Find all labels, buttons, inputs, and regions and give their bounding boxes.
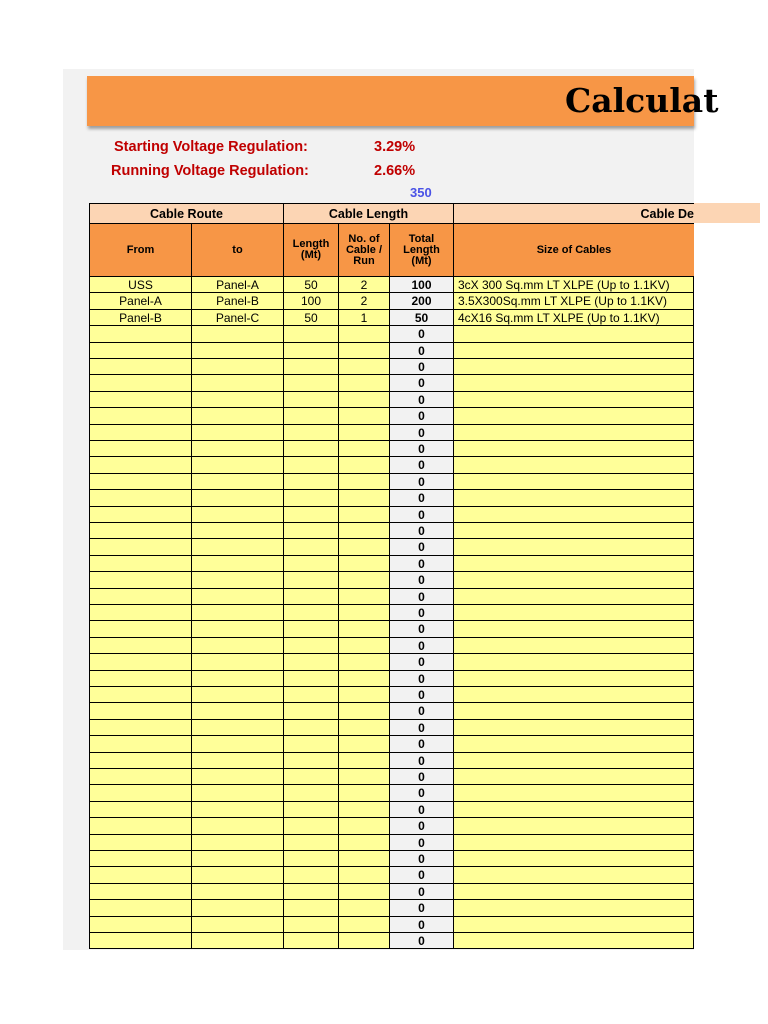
- cell-size[interactable]: [454, 671, 694, 687]
- cell-total-length[interactable]: 0: [390, 589, 454, 605]
- cell-to[interactable]: [192, 589, 284, 605]
- cell-from[interactable]: [89, 375, 192, 392]
- cell-length[interactable]: [284, 736, 339, 753]
- cell-total-length[interactable]: 0: [390, 933, 454, 949]
- cell-length[interactable]: [284, 441, 339, 457]
- cell-from[interactable]: [89, 884, 192, 900]
- cell-runs[interactable]: [339, 359, 390, 375]
- cell-total-length[interactable]: 200: [390, 293, 454, 310]
- cell-length[interactable]: 100: [284, 293, 339, 310]
- cell-length[interactable]: [284, 867, 339, 884]
- cell-size[interactable]: [454, 539, 694, 556]
- cell-size[interactable]: [454, 720, 694, 736]
- cell-from[interactable]: [89, 441, 192, 457]
- cell-total-length[interactable]: 0: [390, 753, 454, 769]
- cell-to[interactable]: [192, 785, 284, 802]
- cell-runs[interactable]: [339, 736, 390, 753]
- cell-total-length[interactable]: 100: [390, 277, 454, 293]
- cell-length[interactable]: [284, 343, 339, 359]
- cell-from[interactable]: [89, 835, 192, 851]
- cell-length[interactable]: [284, 933, 339, 949]
- cell-runs[interactable]: [339, 490, 390, 507]
- cell-total-length[interactable]: 0: [390, 326, 454, 343]
- cell-from[interactable]: [89, 851, 192, 867]
- cell-length[interactable]: [284, 359, 339, 375]
- cell-runs[interactable]: [339, 769, 390, 785]
- cell-length[interactable]: [284, 572, 339, 589]
- cell-size[interactable]: [454, 605, 694, 621]
- cell-from[interactable]: [89, 736, 192, 753]
- header-size-of-cables[interactable]: Size of Cables: [454, 224, 694, 277]
- cell-total-length[interactable]: 0: [390, 375, 454, 392]
- cell-from[interactable]: [89, 359, 192, 375]
- cell-runs[interactable]: [339, 326, 390, 343]
- header-runs[interactable]: No. of Cable / Run: [339, 224, 390, 277]
- cell-total-length[interactable]: 0: [390, 720, 454, 736]
- cell-total-length[interactable]: 0: [390, 425, 454, 441]
- cell-total-length[interactable]: 0: [390, 818, 454, 835]
- group-cable-route[interactable]: Cable Route: [89, 203, 284, 224]
- cell-to[interactable]: [192, 326, 284, 343]
- cell-to[interactable]: [192, 507, 284, 523]
- cell-runs[interactable]: [339, 457, 390, 474]
- cell-from[interactable]: [89, 917, 192, 933]
- cell-runs[interactable]: [339, 638, 390, 654]
- cell-runs[interactable]: [339, 507, 390, 523]
- cell-from[interactable]: [89, 703, 192, 720]
- cell-size[interactable]: 3.5X300Sq.mm LT XLPE (Up to 1.1KV): [454, 293, 694, 310]
- cell-length[interactable]: [284, 654, 339, 671]
- cell-size[interactable]: [454, 589, 694, 605]
- cell-runs[interactable]: [339, 375, 390, 392]
- cell-runs[interactable]: [339, 933, 390, 949]
- cell-total-length[interactable]: 0: [390, 736, 454, 753]
- cell-to[interactable]: [192, 867, 284, 884]
- cell-from[interactable]: [89, 343, 192, 359]
- cell-to[interactable]: [192, 375, 284, 392]
- cell-size[interactable]: [454, 818, 694, 835]
- cell-from[interactable]: [89, 638, 192, 654]
- cell-length[interactable]: [284, 900, 339, 917]
- cell-to[interactable]: [192, 900, 284, 917]
- cell-length[interactable]: [284, 884, 339, 900]
- cell-total-length[interactable]: 0: [390, 900, 454, 917]
- cell-runs[interactable]: [339, 441, 390, 457]
- cell-runs[interactable]: 2: [339, 293, 390, 310]
- cell-from[interactable]: Panel-B: [89, 310, 192, 326]
- starting-regulation-value[interactable]: 3.29%: [374, 139, 416, 155]
- cell-from[interactable]: [89, 867, 192, 884]
- cell-size[interactable]: [454, 326, 694, 343]
- cell-to[interactable]: [192, 359, 284, 375]
- cell-size[interactable]: [454, 835, 694, 851]
- cell-runs[interactable]: [339, 753, 390, 769]
- cell-total-length[interactable]: 0: [390, 851, 454, 867]
- cell-to[interactable]: [192, 917, 284, 933]
- cell-total-length[interactable]: 50: [390, 310, 454, 326]
- cell-length[interactable]: [284, 621, 339, 638]
- cell-runs[interactable]: [339, 720, 390, 736]
- cell-size[interactable]: [454, 769, 694, 785]
- cell-from[interactable]: [89, 539, 192, 556]
- cell-total-length[interactable]: 0: [390, 359, 454, 375]
- cell-size[interactable]: [454, 867, 694, 884]
- cell-to[interactable]: [192, 572, 284, 589]
- cell-total-length[interactable]: 0: [390, 605, 454, 621]
- cell-length[interactable]: [284, 605, 339, 621]
- cell-runs[interactable]: [339, 343, 390, 359]
- cell-to[interactable]: [192, 621, 284, 638]
- cell-runs[interactable]: [339, 425, 390, 441]
- cell-total-length[interactable]: 0: [390, 490, 454, 507]
- cell-total-length[interactable]: 0: [390, 638, 454, 654]
- cell-runs[interactable]: 1: [339, 310, 390, 326]
- cell-runs[interactable]: [339, 654, 390, 671]
- cell-size[interactable]: [454, 933, 694, 949]
- cell-from[interactable]: [89, 408, 192, 425]
- cell-length[interactable]: [284, 917, 339, 933]
- cell-size[interactable]: [454, 917, 694, 933]
- cell-from[interactable]: [89, 671, 192, 687]
- cell-to[interactable]: [192, 457, 284, 474]
- cell-to[interactable]: [192, 441, 284, 457]
- cell-from[interactable]: [89, 457, 192, 474]
- cell-to[interactable]: [192, 835, 284, 851]
- cell-total-length[interactable]: 0: [390, 769, 454, 785]
- cell-runs[interactable]: [339, 474, 390, 490]
- cell-to[interactable]: [192, 638, 284, 654]
- cell-to[interactable]: [192, 343, 284, 359]
- cell-runs[interactable]: [339, 802, 390, 818]
- running-regulation-value[interactable]: 2.66%: [374, 163, 416, 179]
- cell-size[interactable]: [454, 474, 694, 490]
- cell-length[interactable]: [284, 802, 339, 818]
- cell-size[interactable]: [454, 392, 694, 408]
- cell-from[interactable]: [89, 392, 192, 408]
- cell-from[interactable]: [89, 769, 192, 785]
- cell-from[interactable]: [89, 556, 192, 572]
- cell-size[interactable]: [454, 425, 694, 441]
- starting-regulation-label: Starting Voltage Regulation:: [114, 139, 308, 155]
- cell-length[interactable]: [284, 818, 339, 835]
- cell-runs[interactable]: [339, 589, 390, 605]
- cell-length[interactable]: [284, 556, 339, 572]
- group-cable-details-overflow: [694, 203, 760, 223]
- cell-size[interactable]: [454, 490, 694, 507]
- cell-runs[interactable]: [339, 900, 390, 917]
- cell-length[interactable]: [284, 835, 339, 851]
- cell-size[interactable]: [454, 507, 694, 523]
- cell-total-length[interactable]: 0: [390, 474, 454, 490]
- cell-length[interactable]: [284, 753, 339, 769]
- cell-length[interactable]: [284, 392, 339, 408]
- cell-size[interactable]: [454, 753, 694, 769]
- cell-total-length[interactable]: 0: [390, 835, 454, 851]
- cell-from[interactable]: [89, 720, 192, 736]
- cell-total-length[interactable]: 0: [390, 621, 454, 638]
- cell-total-length[interactable]: 0: [390, 654, 454, 671]
- cell-to[interactable]: Panel-A: [192, 277, 284, 293]
- cell-total-length[interactable]: 0: [390, 917, 454, 933]
- cell-length[interactable]: [284, 523, 339, 539]
- cell-size[interactable]: [454, 687, 694, 703]
- cell-from[interactable]: [89, 326, 192, 343]
- cell-size[interactable]: [454, 572, 694, 589]
- cell-runs[interactable]: [339, 556, 390, 572]
- cell-size[interactable]: 4cX16 Sq.mm LT XLPE (Up to 1.1KV): [454, 310, 694, 326]
- cell-size[interactable]: [454, 375, 694, 392]
- cell-runs[interactable]: [339, 523, 390, 539]
- cell-from[interactable]: [89, 621, 192, 638]
- cell-to[interactable]: [192, 671, 284, 687]
- cell-runs[interactable]: [339, 605, 390, 621]
- cell-total-length[interactable]: 0: [390, 343, 454, 359]
- cell-size[interactable]: [454, 736, 694, 753]
- header-total-length[interactable]: Total Length (Mt): [390, 224, 454, 277]
- cell-length[interactable]: [284, 408, 339, 425]
- cell-to[interactable]: [192, 753, 284, 769]
- cell-size[interactable]: [454, 457, 694, 474]
- cell-from[interactable]: [89, 785, 192, 802]
- cell-size[interactable]: [454, 654, 694, 671]
- cell-from[interactable]: [89, 490, 192, 507]
- cell-runs[interactable]: [339, 703, 390, 720]
- cell-size[interactable]: [454, 556, 694, 572]
- cell-length[interactable]: [284, 851, 339, 867]
- cell-length[interactable]: [284, 589, 339, 605]
- cell-size[interactable]: [454, 703, 694, 720]
- cell-size[interactable]: [454, 900, 694, 917]
- cell-runs[interactable]: [339, 671, 390, 687]
- cell-from[interactable]: [89, 900, 192, 917]
- cell-to[interactable]: [192, 884, 284, 900]
- total-length-sum[interactable]: 350: [410, 185, 432, 200]
- cell-runs[interactable]: [339, 818, 390, 835]
- cell-from[interactable]: [89, 933, 192, 949]
- cell-length[interactable]: 50: [284, 310, 339, 326]
- cell-from[interactable]: [89, 474, 192, 490]
- cell-to[interactable]: [192, 736, 284, 753]
- cell-runs[interactable]: 2: [339, 277, 390, 293]
- cell-from[interactable]: [89, 687, 192, 703]
- cell-to[interactable]: [192, 802, 284, 818]
- cell-total-length[interactable]: 0: [390, 884, 454, 900]
- cell-from[interactable]: Panel-A: [89, 293, 192, 310]
- header-length[interactable]: Length (Mt): [284, 224, 339, 277]
- cell-total-length[interactable]: 0: [390, 523, 454, 539]
- cell-length[interactable]: [284, 474, 339, 490]
- cell-length[interactable]: [284, 785, 339, 802]
- cell-to[interactable]: [192, 769, 284, 785]
- cell-size[interactable]: [454, 851, 694, 867]
- cell-total-length[interactable]: 0: [390, 572, 454, 589]
- group-cable-length[interactable]: Cable Length: [284, 203, 454, 224]
- cell-to[interactable]: [192, 933, 284, 949]
- cell-from[interactable]: USS: [89, 277, 192, 293]
- cell-from[interactable]: [89, 572, 192, 589]
- cell-total-length[interactable]: 0: [390, 539, 454, 556]
- cell-to[interactable]: [192, 654, 284, 671]
- running-regulation-label: Running Voltage Regulation:: [111, 163, 309, 179]
- cell-runs[interactable]: [339, 621, 390, 638]
- cell-runs[interactable]: [339, 392, 390, 408]
- cell-length[interactable]: [284, 375, 339, 392]
- cell-length[interactable]: [284, 507, 339, 523]
- cell-size[interactable]: [454, 441, 694, 457]
- cell-from[interactable]: [89, 507, 192, 523]
- cell-to[interactable]: [192, 523, 284, 539]
- cell-runs[interactable]: [339, 917, 390, 933]
- cell-runs[interactable]: [339, 687, 390, 703]
- cell-runs[interactable]: [339, 835, 390, 851]
- cell-from[interactable]: [89, 654, 192, 671]
- title-banner: [87, 76, 719, 126]
- cell-length[interactable]: [284, 769, 339, 785]
- cell-runs[interactable]: [339, 851, 390, 867]
- cell-to[interactable]: [192, 474, 284, 490]
- cell-size[interactable]: [454, 802, 694, 818]
- cell-size[interactable]: [454, 343, 694, 359]
- cell-length[interactable]: [284, 326, 339, 343]
- cell-total-length[interactable]: 0: [390, 507, 454, 523]
- header-to[interactable]: to: [192, 224, 284, 277]
- cell-runs[interactable]: [339, 867, 390, 884]
- cell-to[interactable]: [192, 687, 284, 703]
- cell-to[interactable]: [192, 408, 284, 425]
- cell-length[interactable]: [284, 703, 339, 720]
- cell-from[interactable]: [89, 753, 192, 769]
- cell-total-length[interactable]: 0: [390, 441, 454, 457]
- cell-length[interactable]: [284, 539, 339, 556]
- cell-to[interactable]: [192, 539, 284, 556]
- cell-from[interactable]: [89, 802, 192, 818]
- cell-total-length[interactable]: 0: [390, 703, 454, 720]
- cell-to[interactable]: [192, 556, 284, 572]
- cell-length[interactable]: 50: [284, 277, 339, 293]
- cell-from[interactable]: [89, 523, 192, 539]
- cell-length[interactable]: [284, 638, 339, 654]
- cell-total-length[interactable]: 0: [390, 392, 454, 408]
- cell-total-length[interactable]: 0: [390, 867, 454, 884]
- cell-to[interactable]: [192, 392, 284, 408]
- cell-from[interactable]: [89, 818, 192, 835]
- page-title: Calculat: [565, 81, 719, 120]
- cell-to[interactable]: [192, 818, 284, 835]
- cell-to[interactable]: [192, 605, 284, 621]
- cell-to[interactable]: Panel-B: [192, 293, 284, 310]
- cell-length[interactable]: [284, 671, 339, 687]
- cell-to[interactable]: [192, 490, 284, 507]
- cell-length[interactable]: [284, 425, 339, 441]
- cell-size[interactable]: [454, 621, 694, 638]
- cell-size[interactable]: [454, 785, 694, 802]
- cell-runs[interactable]: [339, 539, 390, 556]
- cell-to[interactable]: [192, 703, 284, 720]
- cell-size[interactable]: 3cX 300 Sq.mm LT XLPE (Up to 1.1KV): [454, 277, 694, 293]
- cell-total-length[interactable]: 0: [390, 556, 454, 572]
- cell-from[interactable]: [89, 605, 192, 621]
- cell-total-length[interactable]: 0: [390, 785, 454, 802]
- cell-size[interactable]: [454, 638, 694, 654]
- cell-to[interactable]: Panel-C: [192, 310, 284, 326]
- cell-length[interactable]: [284, 457, 339, 474]
- cell-from[interactable]: [89, 425, 192, 441]
- cell-runs[interactable]: [339, 785, 390, 802]
- cell-to[interactable]: [192, 425, 284, 441]
- cell-total-length[interactable]: 0: [390, 408, 454, 425]
- cell-to[interactable]: [192, 720, 284, 736]
- cell-size[interactable]: [454, 523, 694, 539]
- cell-runs[interactable]: [339, 884, 390, 900]
- cell-total-length[interactable]: 0: [390, 457, 454, 474]
- cell-size[interactable]: [454, 408, 694, 425]
- cell-to[interactable]: [192, 851, 284, 867]
- cell-from[interactable]: [89, 589, 192, 605]
- header-from[interactable]: From: [89, 224, 192, 277]
- cell-total-length[interactable]: 0: [390, 802, 454, 818]
- cell-size[interactable]: [454, 359, 694, 375]
- cell-total-length[interactable]: 0: [390, 671, 454, 687]
- cell-runs[interactable]: [339, 572, 390, 589]
- cell-length[interactable]: [284, 687, 339, 703]
- cell-length[interactable]: [284, 720, 339, 736]
- cell-runs[interactable]: [339, 408, 390, 425]
- cell-length[interactable]: [284, 490, 339, 507]
- group-cable-details[interactable]: Cable De: [454, 203, 694, 224]
- cell-size[interactable]: [454, 884, 694, 900]
- cell-total-length[interactable]: 0: [390, 687, 454, 703]
